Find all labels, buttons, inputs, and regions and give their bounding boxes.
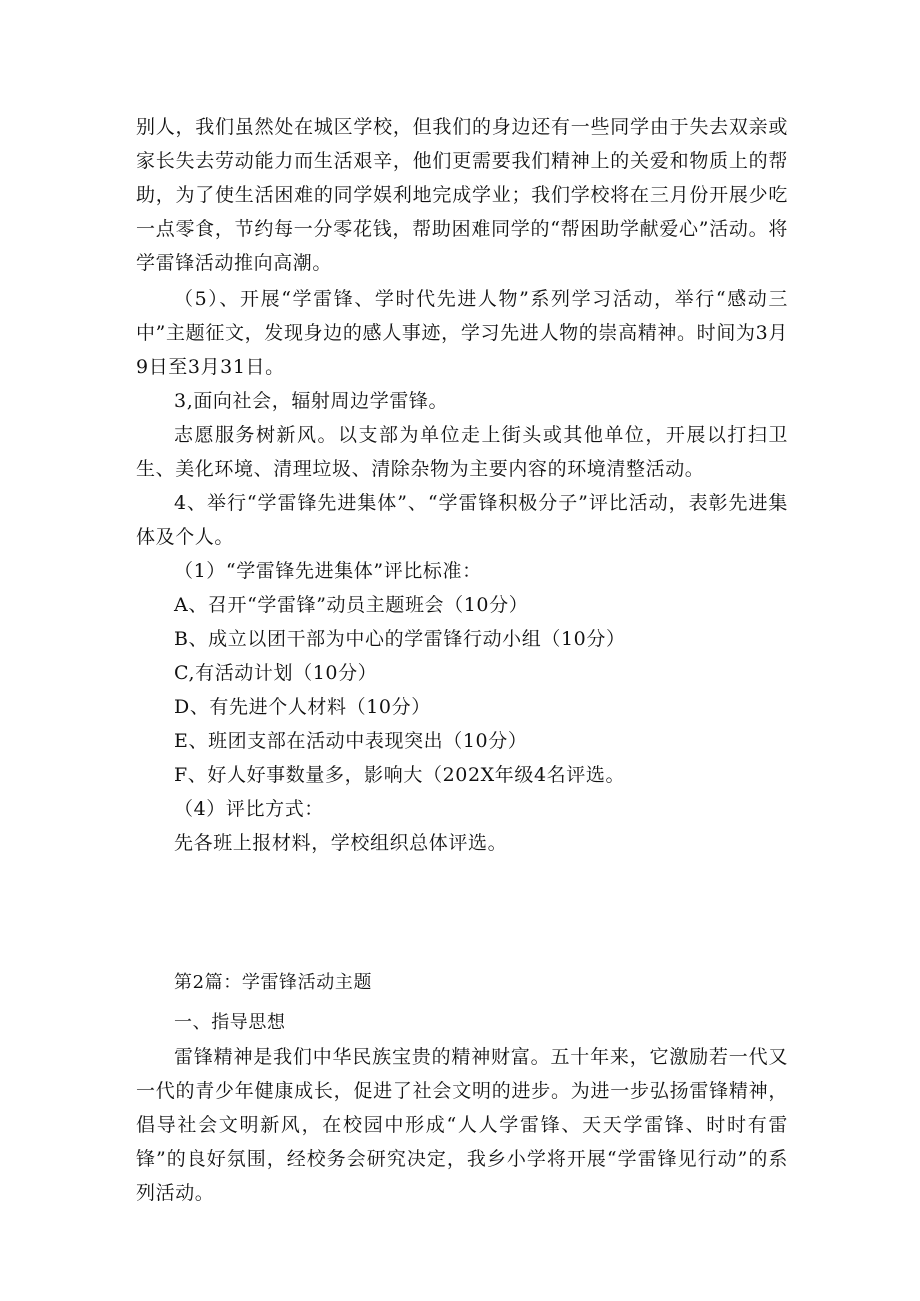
- method-body: 先各班上报材料，学校组织总体评选。: [174, 832, 508, 854]
- criteria-item-a: A、召开“学雷锋”动员主题班会（10分）: [174, 594, 529, 616]
- point-4-paragraph: 4、举行“学雷锋先进集体”、“学雷锋积极分子”评比活动，表彰先进集体及个人。: [136, 492, 788, 548]
- method-heading: （4）评比方式：: [174, 798, 324, 820]
- section-2-body: 雷锋精神是我们中华民族宝贵的精神财富。五十年来，它激励若一代又一代的青少年健康成长，促进了社会文明的进步。为进一步弘扬雷锋精神，倡导社会文明新风，在校园中形成“人人学雷锋、天天学雷锋、时时有雷锋”的良好氛围，经校务会研究决定，我乡小学将开展“学雷锋见行动”的系列活动。: [136, 1046, 788, 1204]
- criteria-item-e: E、班团支部在活动中表现突出（10分）: [174, 730, 528, 752]
- section-2-title: 第2篇：学雷锋活动主题: [174, 972, 373, 993]
- section-2-subheading: 一、指导思想: [174, 1012, 286, 1033]
- criteria-heading: （1）“学雷锋先进集体”评比标准：: [174, 560, 482, 582]
- paragraph-item-5: （5）、开展“学雷锋、学时代先进人物”系列学习活动，举行“感动三中”主题征文，发现身边的感人事迹，学习先进人物的崇高精神。时间为3月9日至3月31日。: [136, 288, 788, 378]
- criteria-item-c: C,有活动计划（10分）: [174, 662, 378, 684]
- criteria-item-d: D、有先进个人材料（10分）: [174, 696, 431, 718]
- point-3-heading: 3,面向社会，辐射周边学雷锋。: [174, 390, 449, 412]
- criteria-item-b: B、成立以团干部为中心的学雷锋行动小组（10分）: [174, 628, 626, 650]
- point-3-body: 志愿服务树新风。以支部为单位走上街头或其他单位，开展以打扫卫生、美化环境、清理垃圾、清除杂物为主要内容的环境清整活动。: [136, 424, 788, 480]
- paragraph-continuation: 别人，我们虽然处在城区学校，但我们的身边还有一些同学由于失去双亲或家长失去劳动能力而生活艰辛，他们更需要我们精神上的关爱和物质上的帮助，为了使生活困难的同学娱利地完成学业；我们学校将在三月份开展少吃一点零食，节约每一分零花钱，帮助困难同学的“帮困助学献爱心”活动。将学雷锋活动推向高潮。: [136, 116, 788, 274]
- criteria-item-f: F、好人好事数量多，影响大（202X年级4名评选。: [174, 764, 626, 786]
